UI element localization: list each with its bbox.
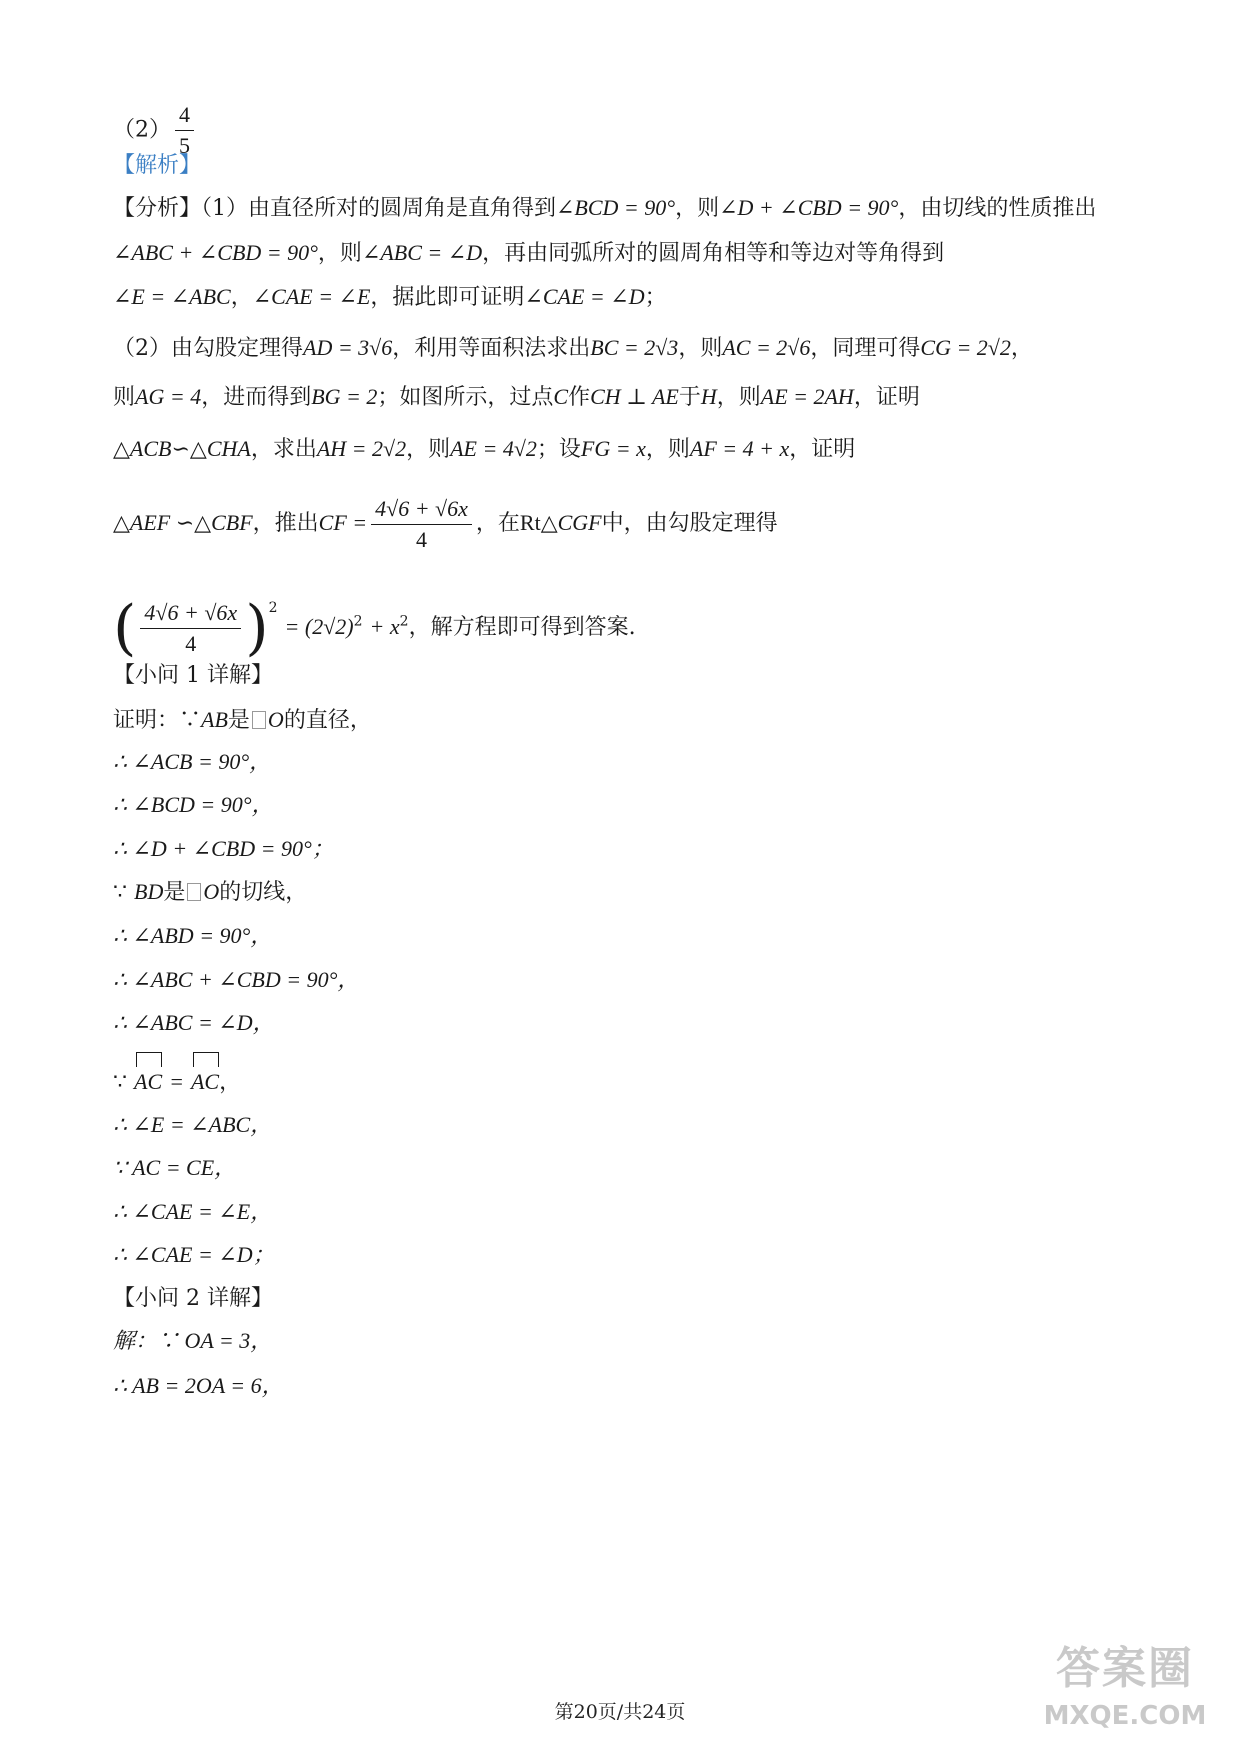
analysis-line-7: [113, 488, 778, 559]
formula: ∠ABC + ∠CBD = 90°: [113, 240, 318, 265]
formula: O: [267, 707, 284, 732]
text: 中，由勾股定理得: [601, 511, 778, 536]
circle-symbol-placeholder: [187, 883, 201, 901]
text: ，则: [317, 241, 362, 266]
q1-step-12: ∴ ∠CAE = ∠D；: [113, 1242, 275, 1267]
exponent: 2: [399, 613, 409, 630]
watermark-text: 答案圈: [1056, 1643, 1194, 1694]
formula: O: [203, 879, 220, 904]
text: 则: [113, 385, 136, 410]
q1-step-8: [113, 1066, 241, 1099]
formula: AH = 2√2: [316, 436, 407, 461]
answer-label: （2）: [113, 117, 171, 143]
analysis-line-6: [113, 433, 855, 466]
text: ，证明: [789, 437, 856, 462]
text: ∵: [113, 880, 127, 905]
text: ，由切线的性质推出: [898, 196, 1097, 221]
text: ，利用等面积法求出: [392, 336, 591, 361]
formula: △CGF: [540, 510, 602, 535]
text: ，则: [678, 336, 723, 361]
fraction-numerator: 4: [175, 100, 194, 131]
text: ，求出: [250, 437, 317, 462]
page-number: 第20页/共24页: [554, 1701, 686, 1723]
text: ，: [219, 1070, 242, 1095]
text: 的直径，: [283, 708, 372, 733]
analysis-line-3: [113, 281, 667, 314]
text: 【分析】（1）由直径所对的圆周角是直角得到: [113, 196, 556, 221]
q1-step-4: [113, 876, 307, 909]
q1-step-10: ∵ AC = CE，: [113, 1155, 237, 1180]
equation-fraction: [140, 598, 241, 659]
formula: =: [169, 1069, 184, 1094]
circle-symbol-placeholder: [252, 711, 266, 729]
formula: ∠BCD = 90°: [556, 195, 676, 220]
formula: AE = 4√2: [450, 436, 537, 461]
cf-fraction: [371, 494, 472, 555]
text: （2）由勾股定理得: [113, 336, 303, 361]
text: 证明：∵: [113, 708, 202, 733]
exponent: 2: [268, 600, 278, 616]
section-jiexi: 【解析】: [113, 153, 202, 178]
q1-step-5: ∴ ∠ABD = 90°，: [113, 923, 273, 948]
watermark-url: MXQE.COM: [1043, 1701, 1207, 1731]
formula: AB: [201, 707, 228, 732]
text: 的切线，: [219, 880, 308, 905]
text: ，再由同弧所对的圆周角相等和等边对等角得到: [482, 241, 945, 266]
formula: + x: [369, 614, 400, 639]
q1-step-9: ∴ ∠E = ∠ABC，: [113, 1112, 273, 1137]
formula: = (2√2): [284, 614, 354, 639]
formula: CH ⊥ AE: [590, 384, 679, 409]
q1-step-2: ∴ ∠BCD = 90°，: [113, 792, 274, 817]
text: ，则: [645, 437, 690, 462]
q1-step-3: ∴ ∠D + ∠CBD = 90°；: [113, 836, 334, 861]
formula: △ACB∽△CHA: [113, 436, 251, 461]
text: ，则: [716, 385, 761, 410]
formula: FG = x: [580, 436, 646, 461]
text: ，解方程即可得到答案.: [408, 615, 636, 640]
analysis-line-8: [113, 568, 636, 668]
text: ，: [1010, 336, 1033, 361]
arc-ac: AC: [134, 1066, 162, 1098]
text: 是: [227, 708, 250, 733]
formula: BC = 2√3: [590, 335, 679, 360]
formula: △AEF ∽△CBF: [113, 510, 253, 535]
text: 是: [163, 880, 186, 905]
analysis-line-5: [113, 381, 920, 414]
formula: AC = 2√6: [722, 335, 811, 360]
formula: Rt: [519, 510, 541, 535]
text: ；如图所示，过点: [377, 385, 554, 410]
fraction-numerator: 4√6 + √6x: [140, 598, 241, 629]
formula: AD = 3√6: [303, 335, 393, 360]
formula: ∠ABC = ∠D: [361, 240, 483, 265]
fraction-denominator: 4: [185, 630, 197, 656]
formula: ∠D + ∠CBD = 90°: [719, 195, 899, 220]
text: ，进而得到: [201, 385, 312, 410]
text: ，则: [675, 196, 720, 221]
formula: AE = 2AH: [760, 384, 854, 409]
q2-step-1: 解：∵ OA = 3，: [113, 1328, 273, 1353]
text: ；: [644, 285, 667, 310]
text: ∵: [113, 1070, 127, 1095]
exponent: 2: [353, 613, 363, 630]
analysis-line-1: [113, 192, 1096, 225]
text: ，在: [475, 511, 520, 536]
q1-heading: 【小问 1 详解】: [113, 663, 273, 688]
q2-heading: 【小问 2 详解】: [113, 1286, 273, 1311]
text: 于: [678, 385, 701, 410]
formula: ∠CAE = ∠D: [524, 284, 645, 309]
paren-close: ): [245, 593, 269, 663]
analysis-line-4: [113, 332, 1033, 365]
q1-proof-start: [113, 704, 372, 737]
formula: AF = 4 + x: [689, 436, 790, 461]
formula: CG = 2√2: [920, 335, 1011, 360]
fraction-denominator: 4: [416, 526, 427, 552]
arc-ac: AC: [191, 1066, 219, 1098]
formula: AG = 4: [135, 384, 202, 409]
q1-step-1: ∴ ∠ACB = 90°，: [113, 749, 272, 774]
text: ，证明: [853, 385, 920, 410]
text: ，同理可得: [810, 336, 921, 361]
formula: BG = 2: [311, 384, 378, 409]
text: ；设: [536, 437, 581, 462]
q1-step-11: ∴ ∠CAE = ∠E，: [113, 1199, 273, 1224]
formula: C: [553, 384, 569, 409]
text: ，推出: [252, 511, 319, 536]
formula: ∠E = ∠ABC: [113, 284, 231, 309]
text: ，: [230, 285, 253, 310]
paren-open: (: [113, 593, 137, 663]
formula: CF =: [318, 510, 368, 535]
q1-step-7: ∴ ∠ABC = ∠D，: [113, 1010, 275, 1035]
text: ，据此即可证明: [370, 285, 525, 310]
formula: BD: [134, 879, 164, 904]
analysis-line-2: [113, 237, 944, 270]
text: ，则: [406, 437, 451, 462]
formula: ∠CAE = ∠E: [252, 284, 371, 309]
text: 作: [568, 385, 591, 410]
formula: H: [700, 384, 717, 409]
q1-step-6: ∴ ∠ABC + ∠CBD = 90°，: [113, 967, 360, 992]
watermark-logo: [1020, 1642, 1230, 1754]
q2-step-2: ∴ AB = 2OA = 6，: [113, 1373, 284, 1398]
fraction-denominator: 5: [179, 133, 190, 158]
fraction-numerator: 4√6 + √6x: [371, 494, 472, 525]
